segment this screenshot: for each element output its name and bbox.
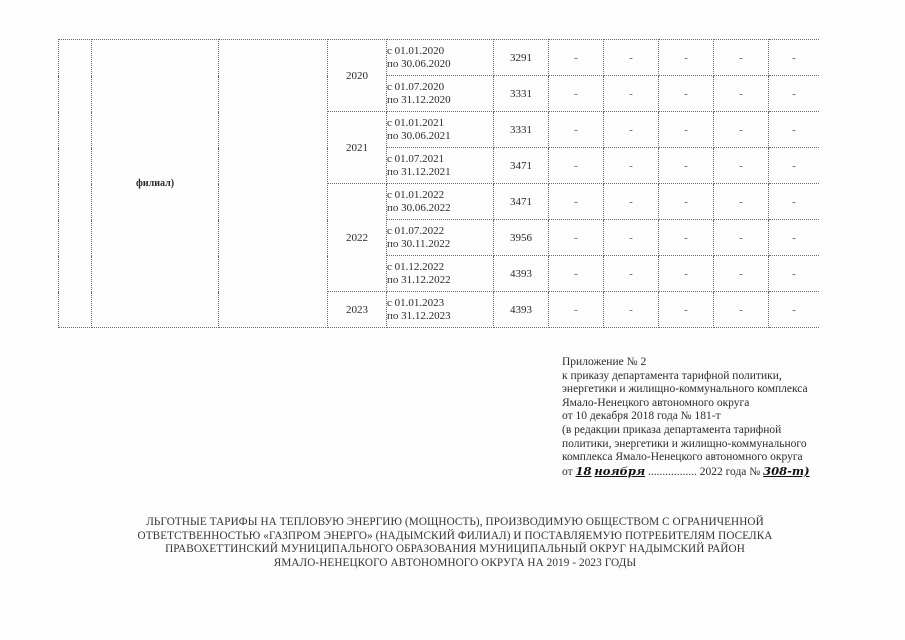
period-to: по 30.11.2022 xyxy=(387,237,451,250)
tariff-value-cell: 3471 xyxy=(494,184,549,220)
empty-value-cell: - xyxy=(604,184,659,220)
empty-value-cell: - xyxy=(769,76,820,112)
year-cell: 2020 xyxy=(328,40,387,112)
empty-value-cell: - xyxy=(659,76,714,112)
empty-value-cell: - xyxy=(604,256,659,292)
category-cell xyxy=(219,40,328,328)
appendix-date-line: от 18 ноября ................. 2022 года № 308-т) xyxy=(562,463,810,478)
organization-name-cell: филиал) xyxy=(92,40,219,328)
tariff-value-cell: 3331 xyxy=(494,112,549,148)
empty-value-cell: - xyxy=(604,40,659,76)
tariff-value-cell: 4393 xyxy=(494,256,549,292)
empty-value-cell: - xyxy=(549,40,604,76)
empty-value-cell: - xyxy=(769,40,820,76)
heading-line: ОТВЕТСТВЕННОСТЬЮ «ГАЗПРОМ ЭНЕРГО» (НАДЫМСКИЙ ФИЛИАЛ) И ПОСТАВЛЯЕМУЮ ПОТРЕБИТЕЛЯМ ПОСЕЛКА xyxy=(137,529,773,542)
empty-value-cell: - xyxy=(549,292,604,328)
appendix-line: политики, энергетики и жилищно-коммунального xyxy=(562,437,807,450)
table-row xyxy=(59,40,820,76)
empty-value-cell: - xyxy=(659,292,714,328)
heading-line: ЛЬГОТНЫЕ ТАРИФЫ НА ТЕПЛОВУЮ ЭНЕРГИЮ (МОЩНОСТЬ), ПРОИЗВОДИМУЮ ОБЩЕСТВОМ С ОГРАНИЧЕННОЙ xyxy=(146,516,764,528)
tariff-value-cell: 4393 xyxy=(494,292,549,328)
empty-value-cell: - xyxy=(714,256,769,292)
appendix-line: от 10 декабря 2018 года № 181-т xyxy=(562,410,721,423)
date-year: 2022 года № xyxy=(699,465,761,478)
period-from: с 01.12.2022 xyxy=(387,260,445,273)
empty-value-cell: - xyxy=(604,292,659,328)
year-cell: 2022 xyxy=(328,184,387,292)
appendix-line: энергетики и жилищно-коммунального комплекса xyxy=(562,383,808,396)
empty-value-cell: - xyxy=(659,184,714,220)
empty-value-cell: - xyxy=(659,40,714,76)
period-cell xyxy=(387,184,494,220)
period-cell xyxy=(387,220,494,256)
period-from: с 01.01.2022 xyxy=(387,188,445,201)
handwritten-month: ноября xyxy=(594,463,646,478)
tariff-value-cell: 3291 xyxy=(494,40,549,76)
appendix-line: к приказу департамента тарифной политики, xyxy=(562,369,782,382)
heading-line: ЯМАЛО-НЕНЕЦКОГО АВТОНОМНОГО ОКРУГА НА 2019 - 2023 ГОДЫ xyxy=(273,556,637,569)
empty-value-cell: - xyxy=(769,292,820,328)
date-prefix: от xyxy=(562,465,573,478)
empty-value-cell: - xyxy=(714,76,769,112)
empty-value-cell: - xyxy=(659,112,714,148)
period-from: с 01.01.2020 xyxy=(387,44,445,57)
empty-value-cell: - xyxy=(714,220,769,256)
appendix-line: Ямало-Ненецкого автономного округа xyxy=(562,396,750,409)
empty-value-cell: - xyxy=(604,148,659,184)
period-from: с 01.01.2023 xyxy=(387,296,445,309)
tariff-value-cell: 3956 xyxy=(494,220,549,256)
appendix-title: Приложение № 2 xyxy=(562,356,647,368)
period-cell xyxy=(387,292,494,328)
empty-value-cell: - xyxy=(549,184,604,220)
period-from: с 01.07.2021 xyxy=(387,152,445,165)
period-to: по 30.06.2021 xyxy=(387,129,451,142)
row-number-cell xyxy=(59,40,92,328)
empty-value-cell: - xyxy=(714,184,769,220)
empty-value-cell: - xyxy=(659,148,714,184)
empty-value-cell: - xyxy=(714,148,769,184)
empty-value-cell: - xyxy=(769,112,820,148)
appendix-line: комплекса Ямало-Ненецкого автономного округа xyxy=(562,451,803,464)
period-cell xyxy=(387,112,494,148)
tariff-table-body xyxy=(59,40,820,328)
empty-value-cell: - xyxy=(549,256,604,292)
empty-value-cell: - xyxy=(769,256,820,292)
tariff-table xyxy=(58,39,819,328)
period-cell xyxy=(387,40,494,76)
empty-value-cell: - xyxy=(604,76,659,112)
period-from: с 01.07.2022 xyxy=(387,224,445,237)
empty-value-cell: - xyxy=(604,220,659,256)
appendix-line: (в редакции приказа департамента тарифной xyxy=(562,423,782,436)
document-heading xyxy=(60,516,850,570)
empty-value-cell: - xyxy=(769,184,820,220)
period-to: по 31.12.2022 xyxy=(387,273,451,286)
year-cell: 2023 xyxy=(328,292,387,328)
empty-value-cell: - xyxy=(549,220,604,256)
heading-line: ПРАВОХЕТТИНСКИЙ МУНИЦИПАЛЬНОГО ОБРАЗОВАНИЯ МУНИЦИПАЛЬНЫЙ ОКРУГ НАДЫМСКИЙ РАЙОН xyxy=(165,543,745,555)
tariff-value-cell: 3471 xyxy=(494,148,549,184)
period-to: по 31.12.2020 xyxy=(387,93,451,106)
period-from: с 01.07.2020 xyxy=(387,80,445,93)
empty-value-cell: - xyxy=(769,220,820,256)
period-cell xyxy=(387,256,494,292)
period-to: по 30.06.2022 xyxy=(387,201,451,214)
empty-value-cell: - xyxy=(659,220,714,256)
period-cell xyxy=(387,148,494,184)
handwritten-order-number: 308-т) xyxy=(763,463,810,478)
tariff-value-cell: 3331 xyxy=(494,76,549,112)
empty-value-cell: - xyxy=(714,112,769,148)
handwritten-day: 18 xyxy=(575,463,592,478)
empty-value-cell: - xyxy=(549,148,604,184)
empty-value-cell: - xyxy=(549,112,604,148)
year-cell: 2021 xyxy=(328,112,387,184)
period-to: по 31.12.2021 xyxy=(387,165,451,178)
empty-value-cell: - xyxy=(714,40,769,76)
empty-value-cell: - xyxy=(714,292,769,328)
period-from: с 01.01.2021 xyxy=(387,116,445,129)
period-to: по 31.12.2023 xyxy=(387,309,451,322)
period-cell xyxy=(387,76,494,112)
empty-value-cell: - xyxy=(659,256,714,292)
empty-value-cell: - xyxy=(604,112,659,148)
period-to: по 30.06.2020 xyxy=(387,57,451,70)
empty-value-cell: - xyxy=(549,76,604,112)
appendix-header xyxy=(562,356,882,479)
empty-value-cell: - xyxy=(769,148,820,184)
